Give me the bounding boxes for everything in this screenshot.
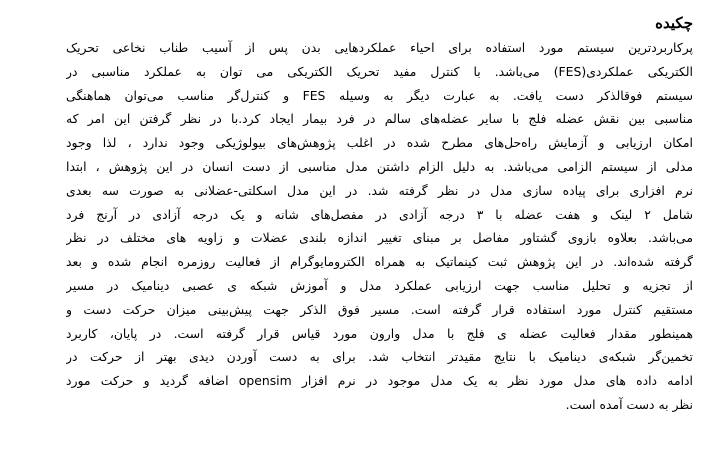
abstract-heading: چکیده bbox=[655, 14, 693, 32]
abstract-line: الکتریکی عملکردی(FES) می‌باشد. با کنترل مفید تحریک الکتریکی می توان به عملکرد مناسبی در bbox=[66, 63, 693, 79]
abstract-line: امکان ارزیابی و آزمایش راه‌حل‌های مطرح شده در اغلب پژوهش‌های بیولوژیکی وجود ندارد ، لذا وجود bbox=[66, 135, 693, 151]
abstract-line: ادامه داده های مدل مورد نظر به یک مدل موجود در نرم افزار opensim اضافه گردید و حرکت مورد bbox=[66, 373, 693, 389]
abstract-line: مدلی از سیستم الزامی می‌باشد. به دلیل الزام داشتن مدل مناسبی از دست انسان در این پژوهش ، ابتدا bbox=[66, 158, 693, 174]
abstract-body bbox=[66, 36, 693, 417]
abstract-line: همینطور مقدار فعالیت عضله ی فلج با مدل وارون مورد قیاس قرار گرفته است. در پایان، کاربرد bbox=[66, 325, 693, 341]
abstract-line: نظر به دست آمده است. bbox=[565, 396, 693, 412]
abstract-line: از تجزیه و تحلیل مناسب جهت ارزیابی عملکرد مدل و آموزش شبکه ی عصبی دینامیک در مسیر bbox=[66, 277, 693, 293]
abstract-line: مناسبی بین نقش عضله فلج با سایر عضله‌های سالم در فرد بیمار ایجاد کرد.با در نظر گرفتن این امر که bbox=[66, 111, 693, 127]
abstract-line: سیستم فوقالذکر دست یافت. به عبارت دیگر به وسیله FES و کنترل‌گر مناسب می‌توان هماهنگی bbox=[66, 87, 693, 103]
abstract-line: تخمین‌گر شبکه‌ی دینامیک با نتایج مقیدتر انتخاب شد. برای به دست آوردن دیدی بهتر از حرکت در bbox=[66, 349, 693, 365]
abstract-line: می‌باشد. بعلاوه بازوی گشتاور مفاصل بر مبنای تغییر اندازه بلندی عضلات و زاویه های مختلف در نظر bbox=[66, 230, 693, 246]
abstract-line: نرم افزاری برای پیاده سازی مدل در نظر گرفته شد. در این مدل اسکلتی-عضلانی به صورت سه بعدی bbox=[66, 182, 693, 198]
abstract-line: پرکاربردترین سیستم مورد استفاده برای احیاء عملکردهایی بدن پس از آسیب طناب نخاعی تحریک bbox=[66, 40, 693, 55]
abstract-line: مستقیم کنترل مورد استفاده قرار گرفته است. مسیر فوق الذکر جهت پیش‌بینی میزان حرکت دست و bbox=[66, 301, 693, 317]
abstract-line: گرفته شده‌اند. در این پژوهش ثبت کینماتیک به همراه الکترومایوگرام از فعالیت روزمره انجام شده و بعد bbox=[66, 254, 693, 270]
abstract-line: شامل ۲ لینک و هفت عضله با ۳ درجه آزادی در مفصل‌های شانه و یک درجه آزادی در آرنج فرد bbox=[66, 206, 693, 222]
